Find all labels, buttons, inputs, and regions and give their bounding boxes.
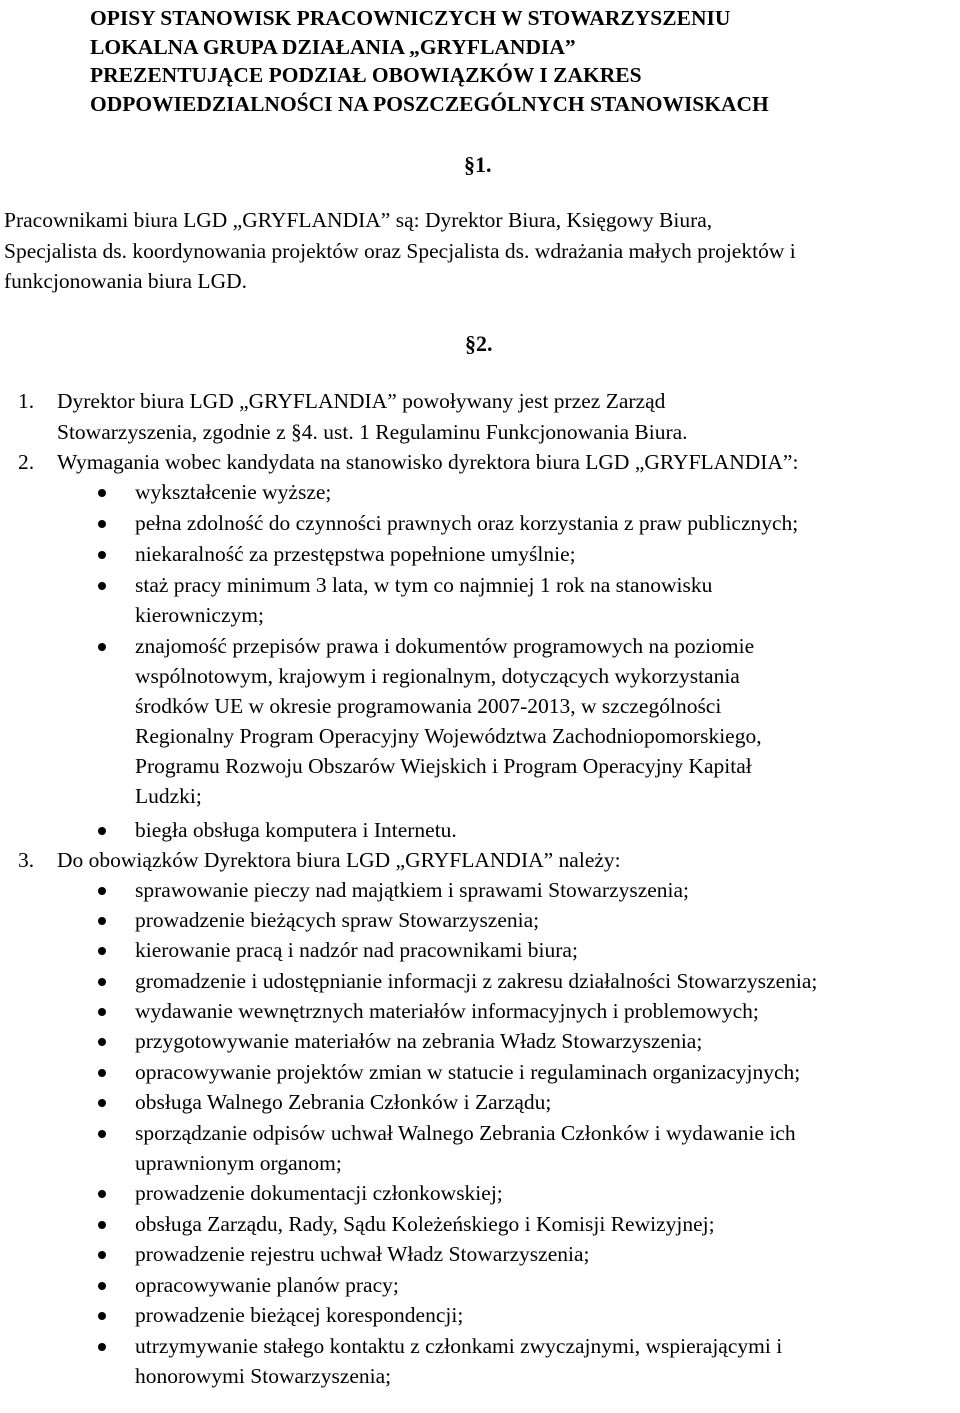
text-line: Pracownikami biura LGD „GRYFLANDIA” są: Dyrektor Biura, Księgowy Biura, <box>4 208 713 232</box>
title-line: ODPOWIEDZIALNOŚCI NA POSZCZEGÓLNYCH STANOWISKACH <box>90 91 769 116</box>
bullet-icon <box>98 1008 106 1016</box>
text-line: opracowywanie projektów zmian w statucie i regulaminach organizacyjnych; <box>135 1060 801 1084</box>
point-2 <box>18 447 958 478</box>
text-line: Programu Rozwoju Obszarów Wiejskich i Program Operacyjny Kapitał <box>135 754 752 778</box>
bullet-icon <box>98 978 106 986</box>
text-line: wykształcenie wyższe; <box>135 480 332 504</box>
bullet-text <box>135 1270 960 1300</box>
bullet-text <box>135 996 960 1026</box>
bullet-icon <box>98 1221 106 1229</box>
text-line: środków UE w okresie programowania 2007-2013, w szczególności <box>135 694 722 718</box>
bullet-icon <box>98 551 106 559</box>
bullet-text <box>135 1239 960 1269</box>
text-line: niekaralność za przestępstwa popełnione umyślnie; <box>135 542 576 566</box>
point-number: 1. <box>18 389 35 413</box>
bullet-icon <box>98 1130 106 1138</box>
text-line: obsługa Zarządu, Rady, Sądu Koleżeńskiego i Komisji Rewizyjnej; <box>135 1212 715 1236</box>
text-line: Dyrektor biura LGD „GRYFLANDIA” powoływany jest przez Zarząd <box>57 389 666 413</box>
bullet-icon <box>98 1069 106 1077</box>
bullet-text <box>135 1026 960 1056</box>
bullet-text <box>135 905 960 935</box>
text-line: opracowywanie planów pracy; <box>135 1273 399 1297</box>
bullet-text <box>135 1300 960 1330</box>
bullet-icon <box>98 1251 106 1259</box>
text-line: funkcjonowania biura LGD. <box>4 269 247 293</box>
text-line: honorowymi Stowarzyszenia; <box>135 1364 392 1388</box>
bullet-text <box>135 1118 960 1178</box>
bullet-icon <box>98 1343 106 1351</box>
bullet-icon <box>98 1038 106 1046</box>
point-text <box>57 845 958 876</box>
bullet-icon <box>98 887 106 895</box>
point-number: 3. <box>18 848 35 872</box>
bullet-text <box>135 875 960 905</box>
bullet-text <box>135 1331 960 1391</box>
text-line: kierowniczym; <box>135 603 264 627</box>
bullet-icon <box>98 1099 106 1107</box>
bullet-text <box>135 935 960 965</box>
text-line: gromadzenie i udostępnianie informacji z zakresu działalności Stowarzyszenia; <box>135 969 818 993</box>
bullet-text <box>135 539 960 569</box>
text-line: prowadzenie bieżącej korespondencji; <box>135 1303 464 1327</box>
bullet-text <box>135 966 960 996</box>
text-line: staż pracy minimum 3 lata, w tym co najmniej 1 rok na stanowisku <box>135 573 713 597</box>
text-line: biegła obsługa komputera i Internetu. <box>135 818 457 842</box>
text-line: wspólnotowym, krajowym i regionalnym, dotyczących wykorzystania <box>135 664 740 688</box>
text-line: wydawanie wewnętrznych materiałów informacyjnych i problemowych; <box>135 999 759 1023</box>
text-line: prowadzenie bieżących spraw Stowarzyszenia; <box>135 908 540 932</box>
point-1 <box>18 386 958 447</box>
bullet-icon <box>98 520 106 528</box>
text-line: Stowarzyszenia, zgodnie z §4. ust. 1 Regulaminu Funkcjonowania Biura. <box>57 419 688 444</box>
title-line: OPISY STANOWISK PRACOWNICZYCH W STOWARZYSZENIU <box>90 6 731 30</box>
text-line: Wymagania wobec kandydata na stanowisko dyrektora biura LGD „GRYFLANDIA”: <box>57 450 799 474</box>
bullet-icon <box>98 489 106 497</box>
bullet-text <box>135 1057 960 1087</box>
bullet-icon <box>98 947 106 955</box>
text-line: Regionalny Program Operacyjny Województwa Zachodniopomorskiego, <box>135 724 762 748</box>
section-2-heading: §2. <box>465 331 493 356</box>
text-line: kierowanie pracą i nadzór nad pracownikami biura; <box>135 938 578 962</box>
document-title <box>90 4 769 118</box>
bullet-text <box>135 1087 960 1117</box>
point-number: 2. <box>18 450 35 474</box>
bullet-icon <box>98 1282 106 1290</box>
text-line: znajomość przepisów prawa i dokumentów programowych na poziomie <box>135 634 755 658</box>
text-line: utrzymywanie stałego kontaktu z członkami zwyczajnymi, wspierającymi i <box>135 1334 783 1358</box>
bullet-text <box>135 815 960 845</box>
bullet-icon <box>98 827 106 835</box>
text-line: Ludzki; <box>135 784 202 808</box>
title-line: LOKALNA GRUPA DZIAŁANIA „GRYFLANDIA” <box>90 34 576 59</box>
text-line: Do obowiązków Dyrektora biura LGD „GRYFLANDIA” należy: <box>57 848 621 872</box>
bullet-icon <box>98 643 106 651</box>
bullet-text <box>135 508 960 538</box>
text-line: sprawowanie pieczy nad majątkiem i sprawami Stowarzyszenia; <box>135 878 690 902</box>
title-line: PREZENTUJĄCE PODZIAŁ OBOWIĄZKÓW I ZAKRES <box>90 63 642 87</box>
point-text <box>57 386 958 447</box>
text-line: uprawnionym organom; <box>135 1151 342 1175</box>
text-line: obsługa Walnego Zebrania Członków i Zarządu; <box>135 1090 552 1114</box>
bullet-icon <box>98 582 106 590</box>
section-1-text <box>4 205 954 297</box>
text-line: pełna zdolność do czynności prawnych oraz korzystania z praw publicznych; <box>135 511 799 535</box>
text-line: prowadzenie rejestru uchwał Władz Stowarzyszenia; <box>135 1242 590 1266</box>
bullet-icon <box>98 1312 106 1320</box>
text-line: sporządzanie odpisów uchwał Walnego Zebrania Członków i wydawanie ich <box>135 1121 796 1145</box>
bullet-icon <box>98 1190 106 1198</box>
text-line: przygotowywanie materiałów na zebrania Władz Stowarzyszenia; <box>135 1029 703 1053</box>
bullet-text <box>135 1178 960 1208</box>
bullet-text <box>135 1209 960 1239</box>
bullet-text <box>135 631 960 811</box>
bullet-icon <box>98 917 106 925</box>
point-text <box>57 447 958 478</box>
bullet-text <box>135 570 960 630</box>
text-line: prowadzenie dokumentacji członkowskiej; <box>135 1181 503 1205</box>
text-line: Specjalista ds. koordynowania projektów oraz Specjalista ds. wdrażania małych projektów i <box>4 238 796 263</box>
section-1-heading: §1. <box>464 152 492 177</box>
bullet-text <box>135 477 960 507</box>
point-3 <box>18 845 958 876</box>
